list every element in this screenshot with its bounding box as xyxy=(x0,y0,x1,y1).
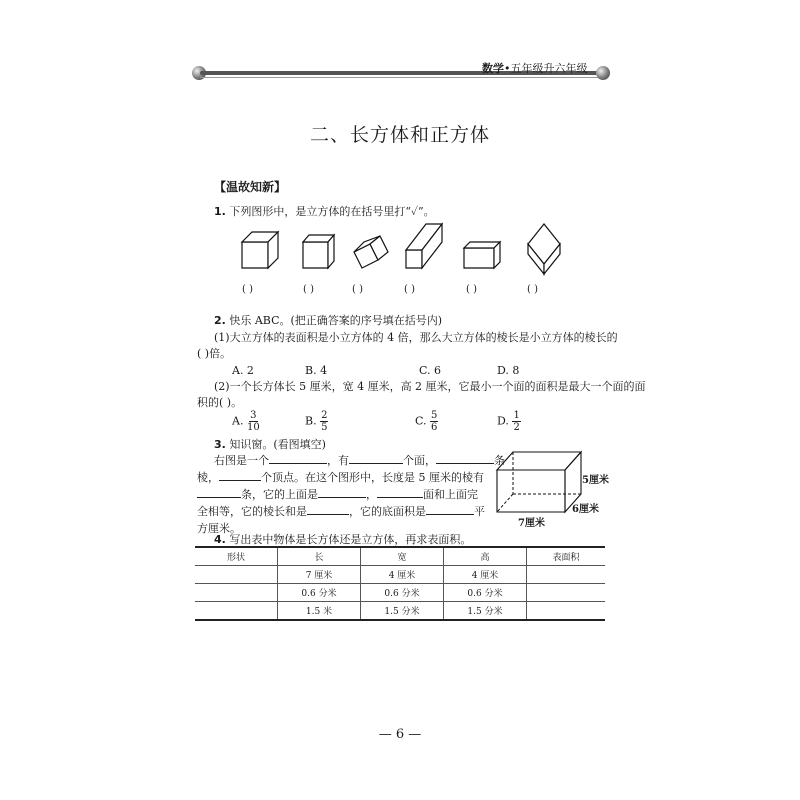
cell-length: 0.6 分米 xyxy=(278,584,361,602)
q3-line2 xyxy=(197,469,484,486)
shape-flat-cuboid xyxy=(464,242,500,268)
cuboid-front xyxy=(497,470,565,512)
header-rule-thin xyxy=(200,77,604,78)
text: ，有 xyxy=(327,454,349,467)
q4-text: 写出表中物体是长方体还是立方体，再求表面积。 xyxy=(229,533,472,546)
cell-length: 1.5 米 xyxy=(278,602,361,621)
text: ，它的底面积是 xyxy=(349,505,426,518)
section-heading: 【温故知新】 xyxy=(214,180,287,194)
fig-label-length: 7厘米 xyxy=(518,518,545,529)
q4-number: 4. xyxy=(214,533,226,546)
text: ， xyxy=(366,488,377,501)
header-dot: • xyxy=(504,62,511,75)
q3-stem xyxy=(214,436,326,453)
q2-part1-option-c[interactable]: C. 6 xyxy=(419,364,442,377)
col-header-shape: 形状 xyxy=(195,547,278,566)
blank[interactable] xyxy=(307,504,349,515)
q2-part2-option-d[interactable] xyxy=(497,410,521,433)
q1-paren-2[interactable]: ( ) xyxy=(303,284,314,295)
surface-area-table xyxy=(195,546,605,621)
q2-part2-option-c[interactable] xyxy=(415,410,438,433)
running-header xyxy=(482,60,588,76)
shape-tilted-cube xyxy=(354,236,388,268)
text: 条 xyxy=(494,454,505,467)
page-number: — 6 — xyxy=(378,727,422,742)
q2-part2-line1: (2)一个长方体长 5 厘米，宽 4 厘米，高 2 厘米，它最小一个面的面积是最大一个面的面 xyxy=(214,380,646,393)
table-row xyxy=(195,584,605,602)
cell-surface-area[interactable] xyxy=(527,566,606,584)
header-grade: 五年级升六年级 xyxy=(510,62,588,75)
text: 全相等，它的棱长和是 xyxy=(197,505,307,518)
q1-paren-4[interactable]: ( ) xyxy=(404,284,415,295)
shape-cube-2 xyxy=(303,235,334,268)
q2-number: 2. xyxy=(214,314,226,327)
q2-stem xyxy=(214,312,442,329)
text: 面和上面完 xyxy=(423,488,478,501)
blank[interactable] xyxy=(436,453,494,464)
cell-length: 7 厘米 xyxy=(278,566,361,584)
cuboid-top xyxy=(497,452,581,470)
fraction xyxy=(247,410,260,433)
header-right-ball xyxy=(596,66,610,80)
q3-text: 知识窗。(看图填空) xyxy=(229,438,326,451)
fraction-denominator: 6 xyxy=(431,422,438,433)
shape-rhombus-prism xyxy=(528,224,560,274)
col-header-surface-area: 表面积 xyxy=(527,547,606,566)
q2-part2-line2: 积的( )。 xyxy=(197,396,243,409)
text: 个面， xyxy=(403,454,436,467)
header-subject: 数学 xyxy=(482,62,504,75)
q2-part1-option-b[interactable]: B. 4 xyxy=(305,364,328,377)
q2-part2-option-b[interactable] xyxy=(305,410,328,433)
cell-width: 1.5 分米 xyxy=(361,602,444,621)
option-label: C. xyxy=(415,414,427,428)
shape-cube-1 xyxy=(242,232,278,268)
blank[interactable] xyxy=(426,504,474,515)
text: 右图是一个 xyxy=(214,454,269,467)
fig-label-width: 6厘米 xyxy=(572,504,599,515)
q2-part1-line2: ( )倍。 xyxy=(197,347,232,360)
q3-line3 xyxy=(197,486,478,503)
page-title: 二、长方体和正方体 xyxy=(309,124,490,146)
cell-height: 4 厘米 xyxy=(444,566,527,584)
q1-paren-5[interactable]: ( ) xyxy=(466,284,477,295)
q3-line1 xyxy=(214,452,505,469)
q1-paren-6[interactable]: ( ) xyxy=(527,284,538,295)
q3-line4 xyxy=(197,503,485,520)
option-label: B. xyxy=(305,414,317,428)
fraction xyxy=(430,410,438,433)
blank[interactable] xyxy=(197,487,241,498)
fraction-numerator: 3 xyxy=(250,410,257,421)
q3-number: 3. xyxy=(214,438,226,451)
q2-part1-line1: (1)大立方体的表面积是小立方体的 4 倍，那么大立方体的棱长是小立方体的棱长的 xyxy=(214,331,618,344)
fraction xyxy=(320,410,328,433)
fraction-denominator: 10 xyxy=(246,422,260,433)
text: 棱， xyxy=(197,471,219,484)
blank[interactable] xyxy=(349,453,403,464)
fraction xyxy=(512,410,520,433)
cell-width: 4 厘米 xyxy=(361,566,444,584)
cell-shape[interactable] xyxy=(195,584,278,602)
blank[interactable] xyxy=(377,487,423,498)
q1-shapes xyxy=(230,220,570,280)
text: 平 xyxy=(474,505,485,518)
q2-part1-option-a[interactable]: A. 2 xyxy=(232,364,254,377)
table-header-row xyxy=(195,547,605,566)
q2-text: 快乐 ABC。(把正确答案的序号填在括号内) xyxy=(229,314,443,327)
cell-surface-area[interactable] xyxy=(527,584,606,602)
fraction-denominator: 5 xyxy=(321,422,328,433)
cell-width: 0.6 分米 xyxy=(361,584,444,602)
fig-label-height: 5厘米 xyxy=(582,475,609,486)
table-row xyxy=(195,602,605,621)
blank[interactable] xyxy=(269,453,327,464)
fraction-numerator: 2 xyxy=(321,410,328,421)
cell-shape[interactable] xyxy=(195,602,278,621)
q3-line5: 方厘米。 xyxy=(197,522,241,535)
cell-surface-area[interactable] xyxy=(527,602,606,621)
table-row xyxy=(195,566,605,584)
shape-tall-cuboid xyxy=(406,224,442,268)
q1-paren-3[interactable]: ( ) xyxy=(352,284,363,295)
col-header-width: 宽 xyxy=(361,547,444,566)
fraction-numerator: 1 xyxy=(513,410,520,421)
text: 个顶点。在这个图形中，长度是 5 厘米的棱有 xyxy=(261,471,484,484)
q1-number: 1. xyxy=(214,205,226,218)
fraction-numerator: 5 xyxy=(431,410,438,421)
cell-height: 1.5 分米 xyxy=(444,602,527,621)
blank[interactable] xyxy=(318,487,366,498)
fraction-denominator: 2 xyxy=(513,422,520,433)
text: 条，它的上面是 xyxy=(241,488,318,501)
q1-text: 下列图形中，是立方体的在括号里打“✓”。 xyxy=(229,205,435,218)
cell-shape[interactable] xyxy=(195,566,278,584)
option-label: D. xyxy=(497,414,509,428)
q1-paren-1[interactable]: ( ) xyxy=(242,284,253,295)
col-header-height: 高 xyxy=(444,547,527,566)
col-header-length: 长 xyxy=(278,547,361,566)
q2-part1-option-d[interactable]: D. 8 xyxy=(497,364,520,377)
blank[interactable] xyxy=(219,470,261,481)
q2-part2-option-a[interactable] xyxy=(232,410,260,433)
cell-height: 0.6 分米 xyxy=(444,584,527,602)
option-label: A. xyxy=(232,414,244,428)
q1-stem xyxy=(214,203,435,220)
